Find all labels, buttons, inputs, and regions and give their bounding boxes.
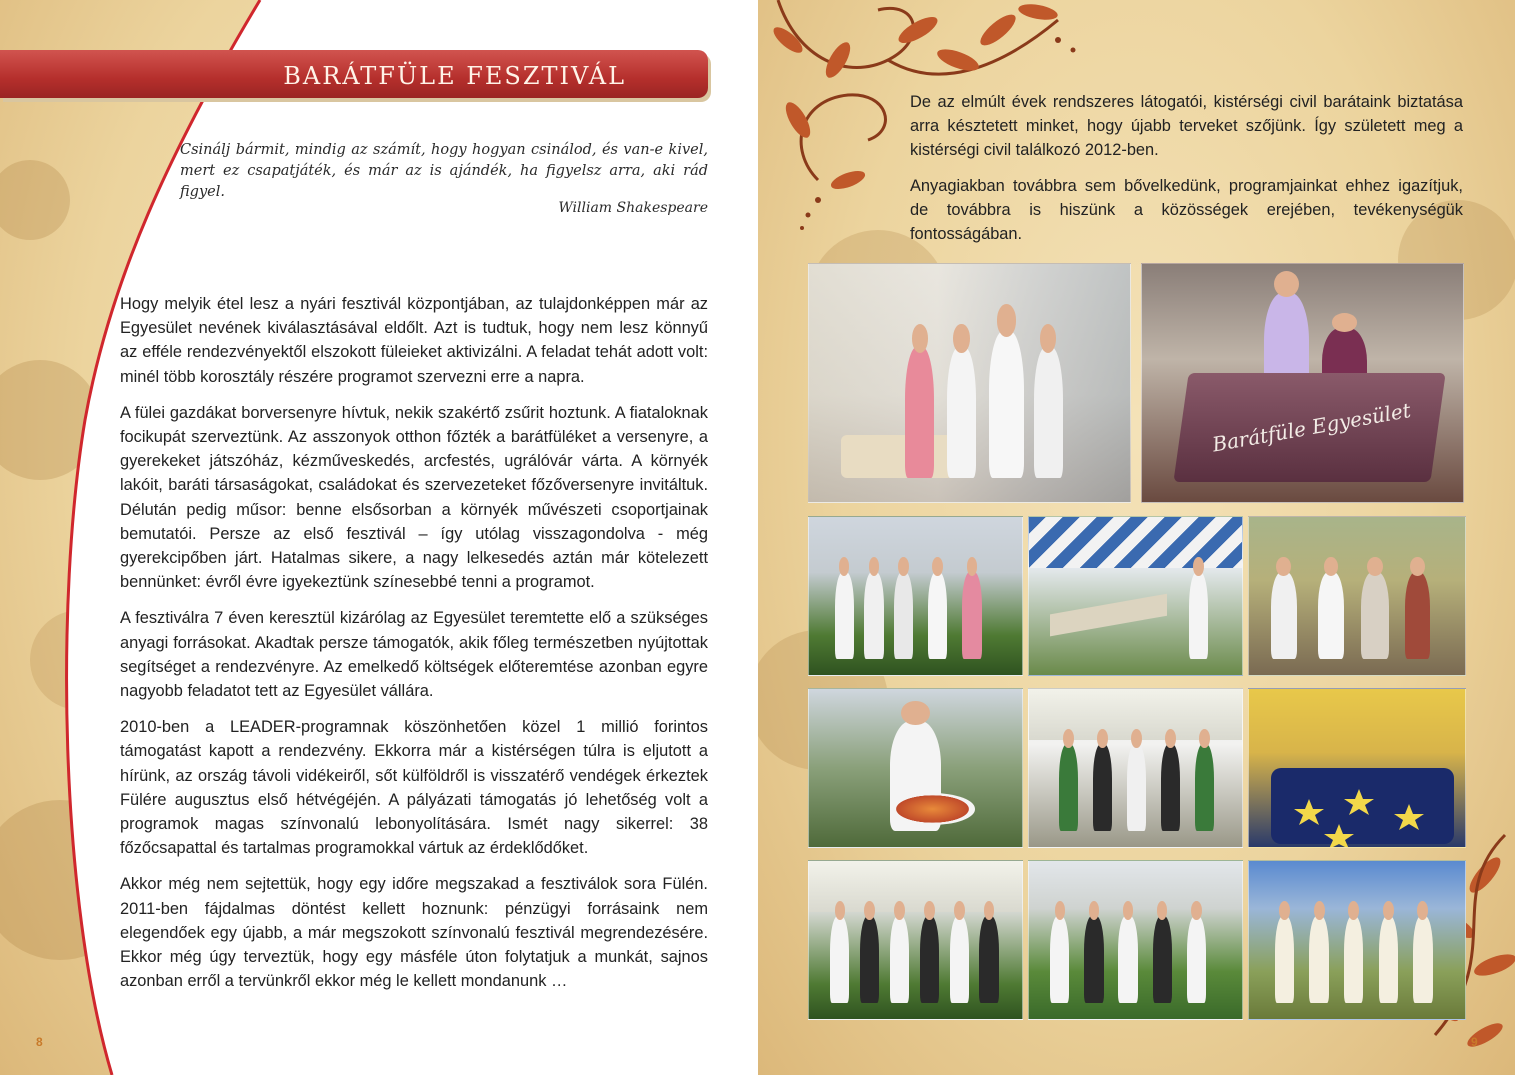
quote: Csinálj bármit, mindig az számít, hogy hogyan csinálod, és van-e kivel, mert ez csapatjáték, és már az is ajándék, ha figyelsz arra, aki rád figyel. — [180, 142, 708, 200]
cake-inscription: Barátfüle Egyesület — [1210, 397, 1413, 457]
photo-tent-tables — [1028, 516, 1243, 676]
photo-judges-talking — [1248, 516, 1466, 676]
left-page — [0, 0, 750, 1075]
page-title: BARÁTFÜLE FESZTIVÁL — [283, 62, 626, 90]
paragraph: Akkor még nem sejtettük, hogy egy időre megszakad a fesztiválok sora Fülén. 2011-ben fájdalmas döntést kellett hoznunk: pénzügyi forrásaink nem elegendőek egy újabb, a már megszokott színvonalú fesztivál megrendezésére. Ekkor még úgy terveztük, hogy egy másféle úton folytatjuk a munkát, sajnos azonban erről a tervünkről ekkor még le kellett mondanunk … — [120, 875, 708, 991]
quote-author: William Shakespeare — [558, 200, 708, 216]
article-body — [120, 292, 708, 1005]
photo-dancing-crowd — [808, 516, 1023, 676]
photo-star-pastries — [1248, 688, 1466, 848]
photo-folk-dancers-tent — [1028, 688, 1243, 848]
paragraph: Hogy melyik étel lesz a nyári fesztivál központjában, az tulajdonképpen már az Egyesület nevének kiválasztásával eldőlt. Azt is tudtuk, hogy nem lesz könnyű az efféle rendezvényektől elszokott füleieket aktivizálni. A feladat tehát adott volt: minél több korosztály részére programot szervezni erre a napra. — [120, 295, 708, 386]
photo-dancers-lawn — [1028, 860, 1243, 1020]
gutter — [750, 0, 758, 1075]
photo-cake — [1141, 263, 1464, 503]
right-article-body — [910, 90, 1463, 258]
photo-women-white-dresses — [1248, 860, 1466, 1020]
page-number-left: 8 — [36, 1035, 43, 1049]
paragraph: A fülei gazdákat borversenyre hívtuk, nekik szakértő zsűrit hoztunk. A fiataloknak focikupát szerveztünk. Az asszonyok otthon főzték a barátfüléket a versenyre, a gyerekeket játszóház, kézműveskedés, arcfestés, ugrálóvár várta. A környék lakóit, baráti társaságokat, családokat és szervezeteket főzőversenyre invitáltuk. Délután pedig műsor: benne elsősorban a környék művészeti csoportjainak bemutatói. Persze az első fesztivál – így utólag visszagondolva - még gyerekcipőben járt. Hatalmas sikere, a nagy lelkesedés aztán már kötelezett bennünket: évről évre igyekeztünk színesebbé tenni a programot. — [120, 403, 708, 592]
paragraph: A fesztiválra 7 éven keresztül kizárólag az Egyesület teremtette elő a szükséges anyagi forrásokat. Akadtak persze támogatók, akik főleg természetben nyújtottak segítséget a rendezvényre. Az emelkedő költségek előteremtése azonban egyre nagyobb feladatot tett az Egyesület vállára. — [120, 609, 708, 701]
photo-cooks-kitchen — [808, 263, 1131, 503]
right-page — [758, 0, 1515, 1075]
star-decorations — [1249, 689, 1466, 848]
paragraph: 2010-ben a LEADER-programnak köszönhetően közel 1 millió forintos támogatást kapott a rendezvény. Ekkorra már a kistérségen túlra is eljutott a hírünk, az ország távoli vidékeiről, sőt külföldről is visszatérő vendégek érkeztek Fülére augusztus első hétvégéjén. A pályázati támogatás jó lehetőség volt a programok magas színvonalú lebonyolítására. Ismét nagy sikerrel: 38 főzőcsapattal és tartalmas programokkal vártuk az érdeklődőket. — [120, 718, 708, 858]
photo-woman-with-plate — [808, 688, 1023, 848]
paragraph: De az elmúlt évek rendszeres látogatói, kistérségi civil barátaink biztatása arra késztetett minket, hogy újabb terveket szőjünk. Így született meg a kistérségi civil találkozó 2012-ben. — [910, 93, 1463, 159]
photo-dancers-stage — [808, 860, 1023, 1020]
paragraph: Anyagiakban továbbra sem bővelkedünk, programjainkat ehhez igazítjuk, de továbbra is hiszünk a közösségek erejében, tevékenységük fontosságában. — [910, 177, 1463, 243]
page-number-right: 9 — [1471, 1035, 1478, 1049]
